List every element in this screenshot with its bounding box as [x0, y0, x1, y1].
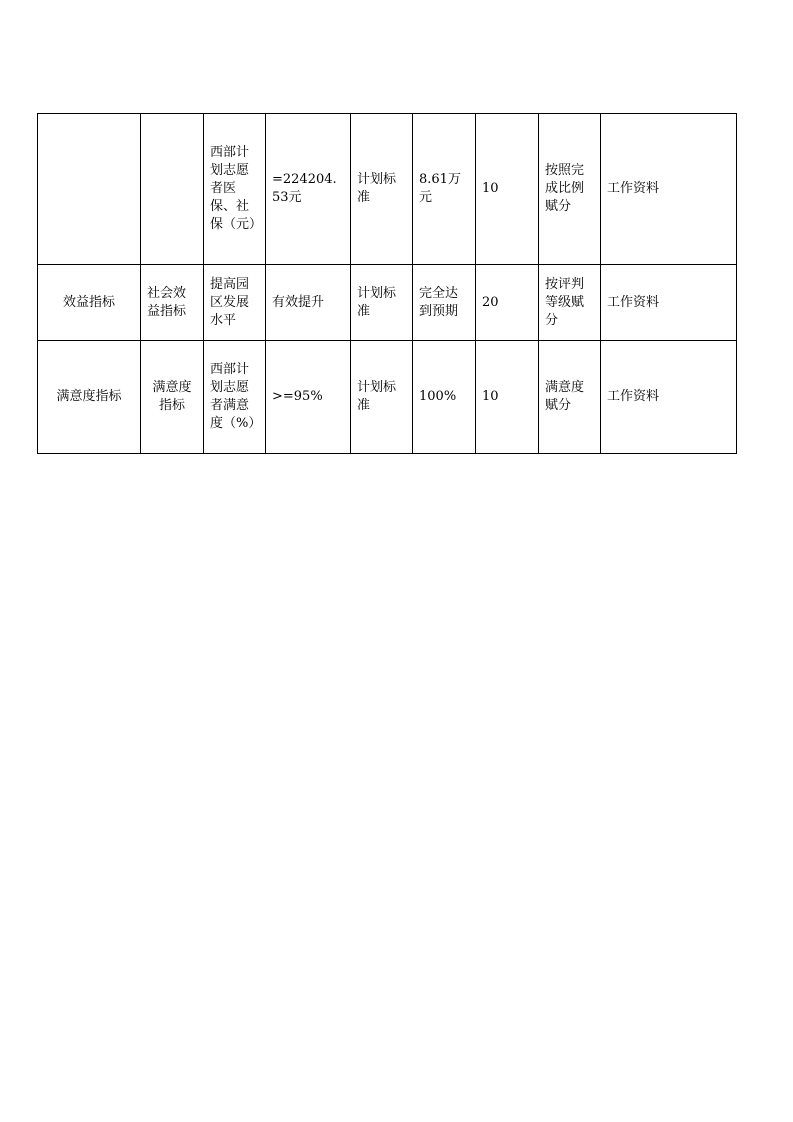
scoring-method-cell: 按评判等级赋分: [539, 265, 601, 341]
target-value-cell: >=95%: [266, 341, 351, 454]
level2-cell: 社会效益指标: [141, 265, 204, 341]
basis-cell: 计划标准: [351, 114, 413, 265]
evidence-cell: 工作资料: [601, 265, 737, 341]
table-row: [38, 341, 737, 454]
level1-cell: 效益指标: [38, 265, 141, 341]
level1-cell: 满意度指标: [38, 341, 141, 454]
indicator-cell: 提高园区发展水平: [204, 265, 266, 341]
scoring-method-cell: 按照完成比例赋分: [539, 114, 601, 265]
evidence-cell: 工作资料: [601, 114, 737, 265]
evidence-cell: 工作资料: [601, 341, 737, 454]
performance-indicator-table: [37, 113, 737, 454]
actual-value-cell: 完全达到预期: [413, 265, 476, 341]
level1-cell: [38, 114, 141, 265]
actual-value-cell: 8.61万元: [413, 114, 476, 265]
basis-cell: 计划标准: [351, 265, 413, 341]
weight-cell: 20: [476, 265, 539, 341]
basis-cell: 计划标准: [351, 341, 413, 454]
table-row: [38, 265, 737, 341]
actual-value-cell: 100%: [413, 341, 476, 454]
indicator-cell: 西部计划志愿者满意度（%）: [204, 341, 266, 454]
level2-cell: [141, 114, 204, 265]
scoring-method-cell: 满意度赋分: [539, 341, 601, 454]
level2-cell: 满意度指标: [141, 341, 204, 454]
target-value-cell: =224204.53元: [266, 114, 351, 265]
weight-cell: 10: [476, 341, 539, 454]
weight-cell: 10: [476, 114, 539, 265]
table-row: [38, 114, 737, 265]
indicator-cell: 西部计划志愿者医保、社保（元）: [204, 114, 266, 265]
target-value-cell: 有效提升: [266, 265, 351, 341]
